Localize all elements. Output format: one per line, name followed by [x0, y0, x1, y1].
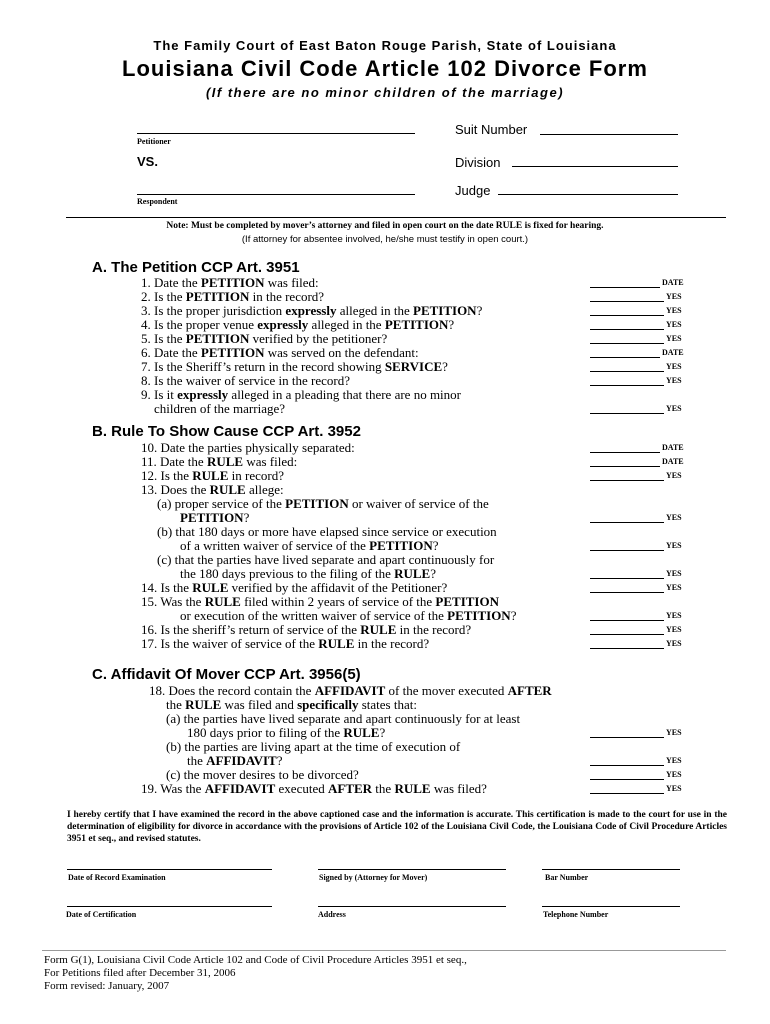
- answer-4[interactable]: YES: [590, 320, 682, 330]
- respondent-label: Respondent: [137, 197, 178, 206]
- item-13a-line-1: (a) proper service of the PETITION or waiver of service of the: [157, 496, 489, 511]
- answer-18c[interactable]: YES: [590, 770, 682, 780]
- item-18a-line-1: (a) the parties have lived separate and apart continuously for at least: [166, 711, 521, 726]
- bar-number-label: Bar Number: [545, 873, 589, 882]
- division-label: Division: [455, 155, 501, 170]
- item-18-line-2: the RULE was filed and specifically states that:: [166, 697, 417, 712]
- note-line-2: (If attorney for absentee involved, he/she must testify in open court.): [241, 234, 529, 245]
- answer-6[interactable]: DATE: [590, 348, 684, 358]
- item-13c-line-1: (c) that the parties have lived separate and apart continuously for: [157, 552, 495, 567]
- item-14: 14. Is the RULE verified by the affidavit of the Petitioner?: [141, 580, 448, 595]
- date-of-certification-field[interactable]: [67, 906, 272, 907]
- form-title: Louisiana Civil Code Article 102 Divorce Form: [122, 56, 648, 81]
- vs-label: VS.: [137, 154, 158, 169]
- answer-18a[interactable]: YES: [590, 728, 682, 738]
- item-12: 12. Is the RULE in record?: [141, 468, 284, 483]
- section-a-heading: A. The Petition CCP Art. 3951: [92, 259, 300, 276]
- answer-12[interactable]: YES: [590, 471, 682, 481]
- signature-field[interactable]: [318, 869, 506, 870]
- address-field[interactable]: [318, 906, 506, 907]
- item-9-line-2: children of the marriage?: [154, 401, 286, 416]
- section-b-heading: B. Rule To Show Cause CCP Art. 3952: [92, 423, 361, 440]
- item-13c-line-2: the 180 days previous to the filing of the RULE?: [180, 566, 437, 581]
- footer-line-2: For Petitions filed after December 31, 2006: [44, 967, 236, 979]
- item-16: 16. Is the sheriff’s return of service of the RULE in the record?: [141, 622, 472, 637]
- petitioner-label: Petitioner: [137, 137, 171, 146]
- petitioner-line[interactable]: [137, 133, 415, 134]
- answer-15[interactable]: YES: [590, 611, 682, 621]
- item-18b-line-1: (b) the parties are living apart at the time of execution of: [166, 739, 461, 754]
- item-18-line-1: 18. Does the record contain the AFFIDAVIT of the mover executed AFTER: [149, 683, 552, 698]
- signed-by-label: Signed by (Attorney for Mover): [319, 873, 428, 882]
- date-of-record-examination-label: Date of Record Examination: [68, 873, 166, 882]
- suit-number-label: Suit Number: [455, 122, 528, 137]
- address-label: Address: [318, 910, 346, 919]
- judge-field[interactable]: [498, 194, 678, 195]
- divider-top: [66, 217, 726, 218]
- answer-3[interactable]: YES: [590, 306, 682, 316]
- item-5: 5. Is the PETITION verified by the petitioner?: [141, 331, 388, 346]
- answer-1[interactable]: DATE: [590, 278, 684, 288]
- item-18b-line-2: the AFFIDAVIT?: [187, 753, 283, 768]
- certification-text: I hereby certify that I have examined the record in the above captioned case and the information is accurate. This certification is made to the court for use in the determination of eligibility for divorce in accordance with the provisions of Article 102 of the Louisiana Civil Code, the Louisiana Code of Civil Procedure Articles 3951 et seq., and revised statutes.: [67, 810, 727, 844]
- item-8: 8. Is the waiver of service in the record?: [141, 373, 350, 388]
- answer-13a[interactable]: YES: [590, 513, 682, 523]
- answer-14[interactable]: YES: [590, 583, 682, 593]
- item-6: 6. Date the PETITION was served on the defendant:: [141, 345, 419, 360]
- item-1: 1. Date the PETITION was filed:: [141, 275, 319, 290]
- answer-5[interactable]: YES: [590, 334, 682, 344]
- item-2: 2. Is the PETITION in the record?: [141, 289, 325, 304]
- answer-2[interactable]: YES: [590, 292, 682, 302]
- judge-label: Judge: [455, 183, 491, 198]
- telephone-field[interactable]: [542, 906, 680, 907]
- item-13b-line-1: (b) that 180 days or more have elapsed since service or execution: [157, 524, 497, 539]
- item-13b-line-2: of a written waiver of service of the PETITION?: [180, 538, 439, 553]
- item-13: 13. Does the RULE allege:: [141, 482, 284, 497]
- answer-18b[interactable]: YES: [590, 756, 682, 766]
- answer-11[interactable]: DATE: [590, 457, 684, 467]
- answer-9[interactable]: YES: [590, 404, 682, 414]
- court-heading: The Family Court of East Baton Rouge Parish, State of Louisiana: [153, 38, 617, 53]
- note-line-1: Note: Must be completed by mover’s attorney and filed in open court on the date RULE is fixed for hearing.: [166, 221, 604, 231]
- item-18c: (c) the mover desires to be divorced?: [166, 767, 359, 782]
- answer-8[interactable]: YES: [590, 376, 682, 386]
- item-10: 10. Date the parties physically separated:: [141, 440, 355, 455]
- item-15-line-1: 15. Was the RULE filed within 2 years of service of the PETITION: [141, 594, 499, 609]
- item-9-line-1: 9. Is it expressly alleged in a pleading that there are no minor: [141, 387, 461, 402]
- date-of-record-examination-field[interactable]: [67, 869, 272, 870]
- form-subtitle: (If there are no minor children of the marriage): [205, 85, 565, 100]
- item-11: 11. Date the RULE was filed:: [141, 454, 298, 469]
- suit-number-field[interactable]: [540, 134, 678, 135]
- section-c-heading: C. Affidavit Of Mover CCP Art. 3956(5): [92, 666, 361, 683]
- item-17: 17. Is the waiver of service of the RULE in the record?: [141, 636, 430, 651]
- item-13a-line-2: PETITION?: [180, 510, 250, 525]
- bar-number-field[interactable]: [542, 869, 680, 870]
- answer-13b[interactable]: YES: [590, 541, 682, 551]
- item-4: 4. Is the proper venue expressly alleged in the PETITION?: [141, 317, 455, 332]
- answer-16[interactable]: YES: [590, 625, 682, 635]
- item-19: 19. Was the AFFIDAVIT executed AFTER the RULE was filed?: [141, 781, 487, 796]
- footer-line-3: Form revised: January, 2007: [44, 980, 170, 992]
- answer-7[interactable]: YES: [590, 362, 682, 372]
- item-3: 3. Is the proper jurisdiction expressly alleged in the PETITION?: [141, 303, 483, 318]
- division-field[interactable]: [512, 166, 678, 167]
- answer-17[interactable]: YES: [590, 639, 682, 649]
- item-7: 7. Is the Sheriff’s return in the record showing SERVICE?: [141, 359, 448, 374]
- answer-10[interactable]: DATE: [590, 443, 684, 453]
- footer-divider: [42, 950, 726, 951]
- item-15-line-2: or execution of the written waiver of service of the PETITION?: [180, 608, 517, 623]
- answer-13c[interactable]: YES: [590, 569, 682, 579]
- telephone-label: Telephone Number: [543, 910, 609, 919]
- footer-line-1: Form G(1), Louisiana Civil Code Article 102 and Code of Civil Procedure Articles 3951 et seq.,: [44, 954, 467, 966]
- item-18a-line-2: 180 days prior to filing of the RULE?: [187, 725, 386, 740]
- respondent-line[interactable]: [137, 194, 415, 195]
- date-of-certification-label: Date of Certification: [66, 910, 137, 919]
- answer-19[interactable]: YES: [590, 784, 682, 794]
